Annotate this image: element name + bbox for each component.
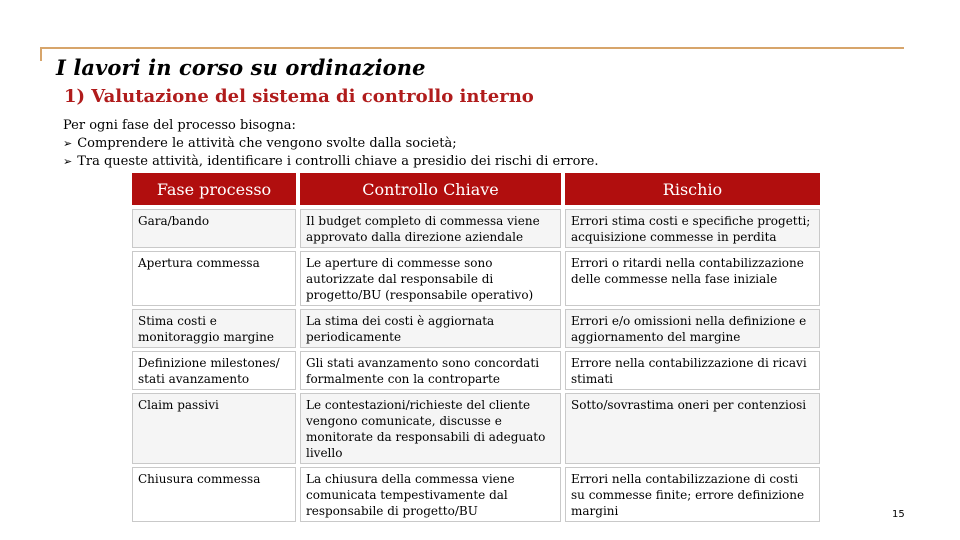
slide-subtitle: 1) Valutazione del sistema di controllo interno [64,86,534,107]
table-row [132,466,820,524]
cell-rischio: Errori nella contabilizzazione di costi su commesse finite; errore definizione margini [563,466,820,524]
cell-controllo: Gli stati avanzamento sono concordati formalmente con la controparte [298,350,563,392]
header-rule [40,47,904,49]
cell-fase: Stima costi e monitoraggio margine [132,308,298,350]
cell-controllo: Il budget completo di commessa viene approvato dalla direzione aziendale [298,207,563,250]
table-header-row [132,173,820,207]
table-row [132,308,820,350]
slide-title: I lavori in corso su ordinazione [56,55,426,80]
table-row [132,250,820,308]
intro-block [63,117,599,171]
bullet-item [63,153,599,171]
table-row [132,392,820,466]
cell-controllo: Le contestazioni/richieste del cliente vengono comunicate, discusse e monitorate da responsabili di adeguato livello [298,392,563,466]
cell-fase: Claim passivi [132,392,298,466]
cell-controllo: La stima dei costi è aggiornata periodicamente [298,308,563,350]
bullet-item [63,135,599,153]
cell-rischio: Errore nella contabilizzazione di ricavi stimati [563,350,820,392]
arrow-bullet-icon: ➢ [63,137,73,150]
cell-fase: Definizione milestones/ stati avanzamento [132,350,298,392]
page-number: 15 [892,509,905,520]
header-rischio: Rischio [563,173,820,207]
cell-rischio: Errori e/o omissioni nella definizione e aggiornamento del margine [563,308,820,350]
controls-table [132,173,820,525]
cell-rischio: Sotto/sovrastima oneri per contenziosi [563,392,820,466]
cell-fase: Apertura commessa [132,250,298,308]
table-row [132,350,820,392]
cell-rischio: Errori o ritardi nella contabilizzazione delle commesse nella fase iniziale [563,250,820,308]
header-controllo-chiave: Controllo Chiave [298,173,563,207]
cell-fase: Chiusura commessa [132,466,298,524]
cell-controllo: Le aperture di commesse sono autorizzate dal responsabile di progetto/BU (responsabile operativo) [298,250,563,308]
cell-rischio: Errori stima costi e specifiche progetti; acquisizione commesse in perdita [563,207,820,250]
header-fase-processo: Fase processo [132,173,298,207]
bullet-text: Tra queste attività, identificare i controlli chiave a presidio dei rischi di errore. [77,154,599,169]
intro-text: Per ogni fase del processo bisogna: [63,118,296,133]
arrow-bullet-icon: ➢ [63,155,73,168]
bullet-text: Comprendere le attività che vengono svolte dalla società; [77,136,457,151]
table-row [132,207,820,250]
header-rule-tick [40,47,42,61]
cell-controllo: La chiusura della commessa viene comunicata tempestivamente dal responsabile di progetto/BU [298,466,563,524]
cell-fase: Gara/bando [132,207,298,250]
